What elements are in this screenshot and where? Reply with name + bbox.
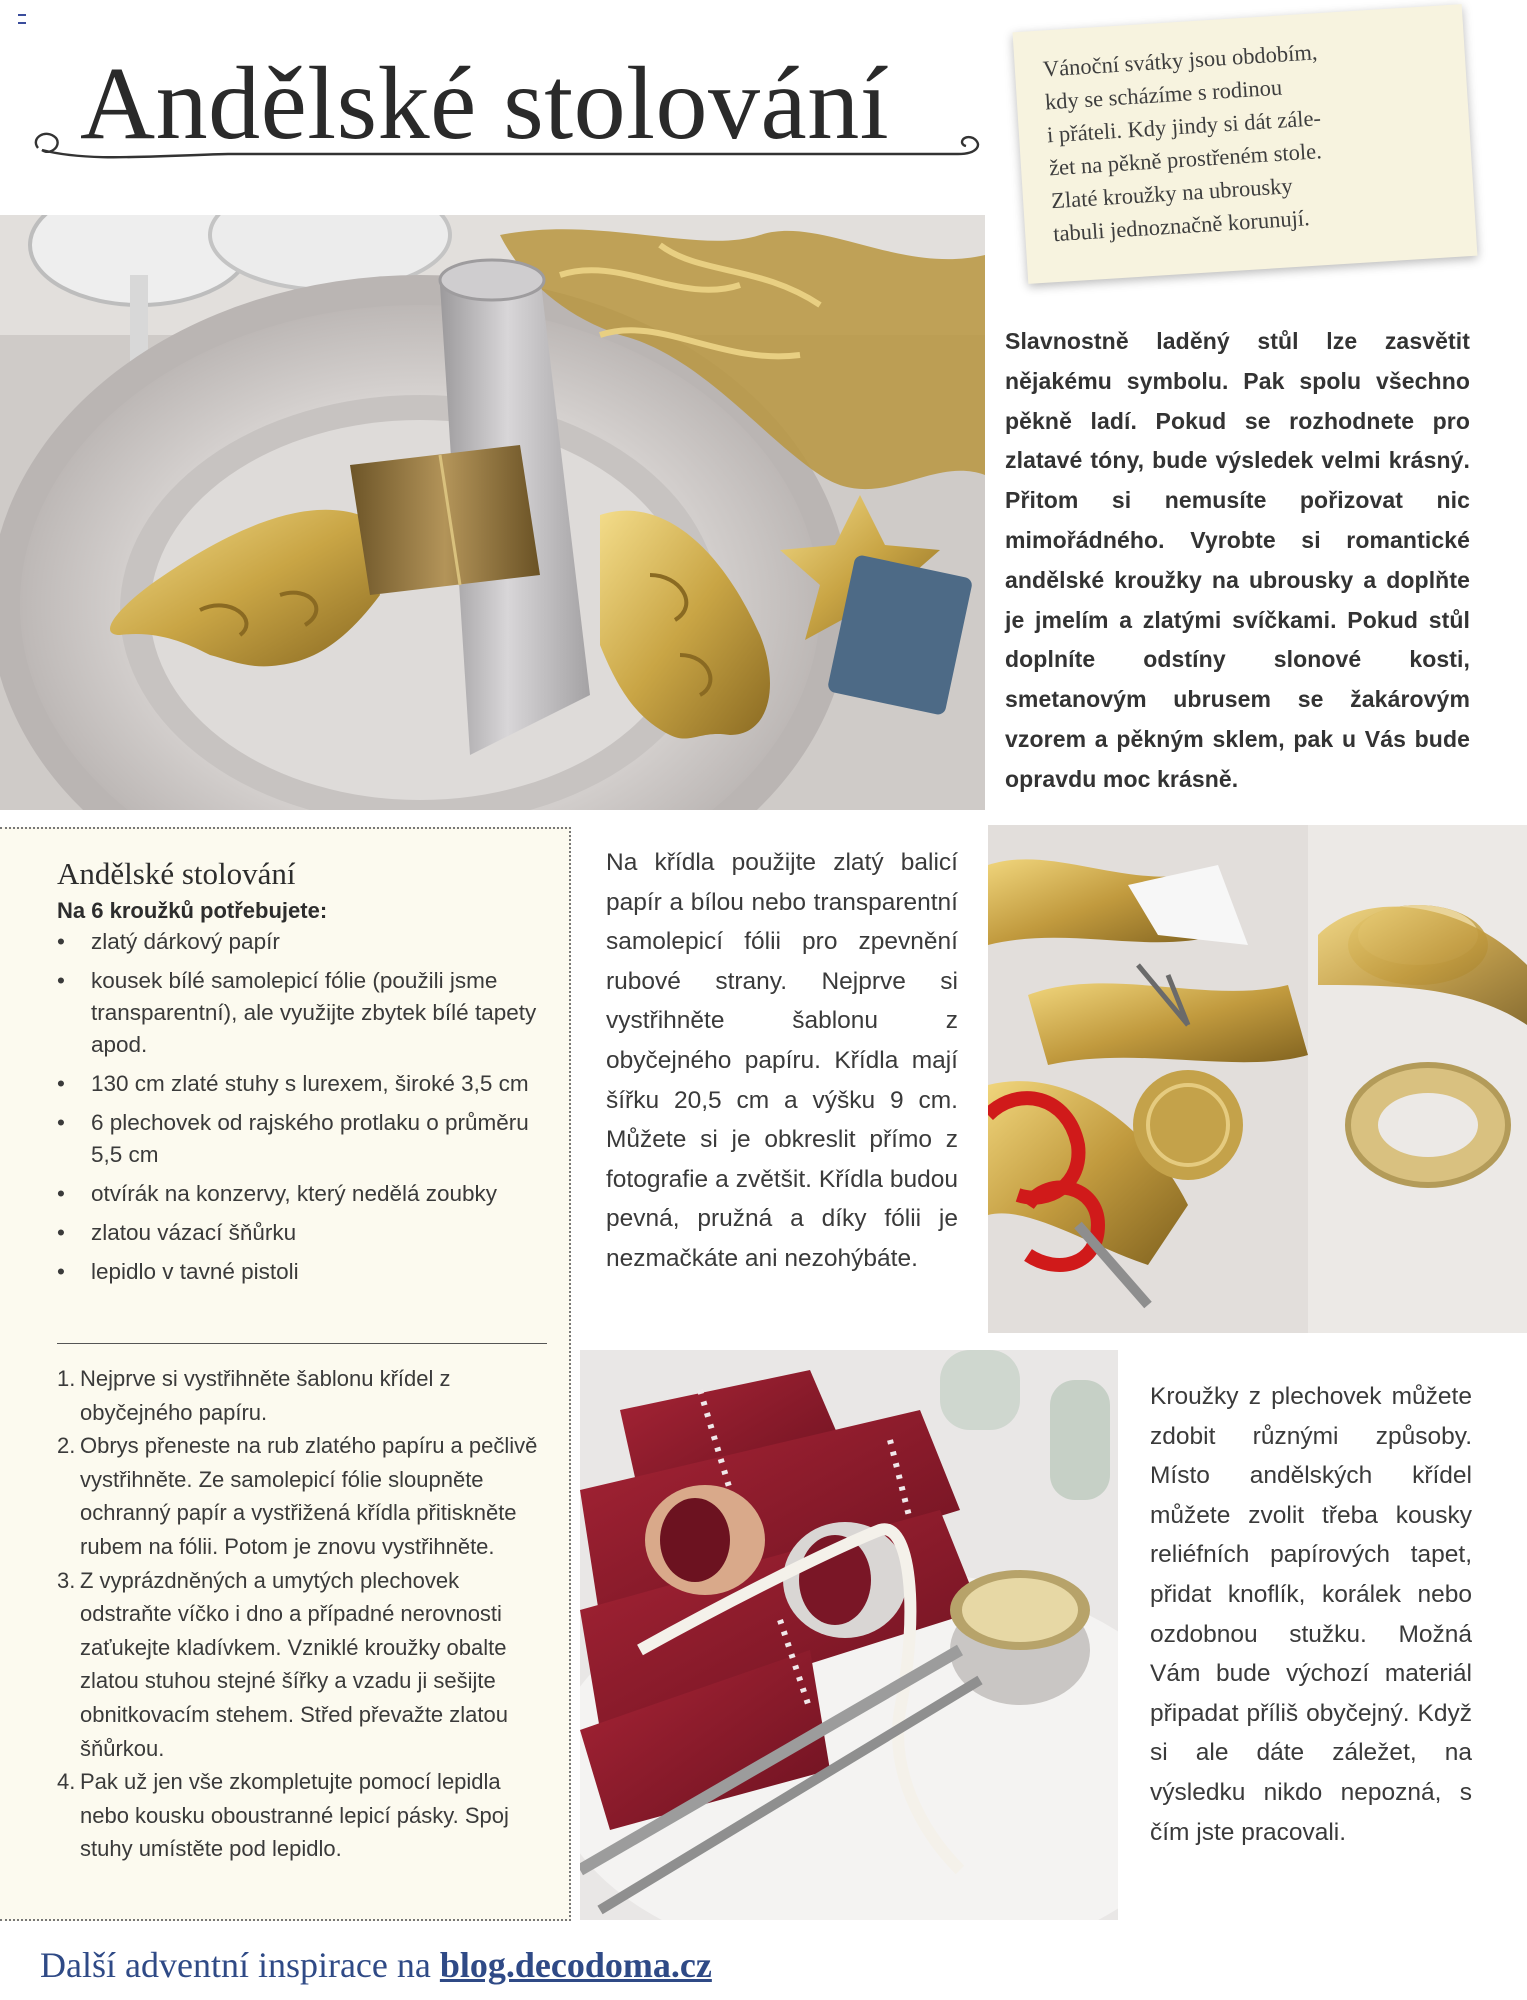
red-napkins-photo [580, 1350, 1118, 1920]
step-item [57, 1765, 553, 1866]
material-item: • lepidlo v tavné pistoli [55, 1256, 565, 1288]
step-item [57, 1564, 553, 1766]
material-item: • 6 plechovek od rajského protlaku o průměru 5,5 cm [55, 1107, 565, 1171]
steps-list [57, 1362, 553, 1866]
material-item: • zlatý dárkový papír [55, 926, 565, 958]
intro-paragraph: Slavnostně laděný stůl lze zasvětit nějakému symbolu. Pak spolu všechno pěkně ladí. Pokud se rozhodnete pro zlatavé tóny, bude výsledek velmi krásný. Přitom si nemusíte pořizovat nic mimořádného. Vyrobte si romantické andělské kroužky na ubrousky a doplňte je jmelím a zlatými svíčkami. Pokud stůl doplníte odstíny slonové kosti, smetanovým ubrusem se žakárovým vzorem a pěkným sklem, pak u Vás bude opravdu moc krásně. [1005, 328, 1470, 792]
step-number: 2. [57, 1433, 76, 1459]
note-line: kdy se scházíme s rodinou [1044, 74, 1283, 115]
footer-text: Další adventní inspirace na [40, 1945, 440, 1985]
step-number: 4. [57, 1769, 76, 1795]
box-divider [57, 1343, 547, 1344]
step-item [57, 1362, 553, 1429]
corner-mark [18, 14, 26, 24]
decorating-ideas-paragraph: Kroužky z plechovek můžete zdobit různými způsoby. Místo andělských křídel můžete zvolit třeba kousky reliéfních papírových tapet, přidat knoflík, korálek nebo ozdobnou stužku. Možná Vám bude výchozí materiál připadat příliš obyčejný. Když si ale dáte záležet, na výsledku nikdo nepozná, s čím jste pracovali. [1150, 1383, 1472, 1846]
step-number: 1. [57, 1366, 76, 1391]
blog-link[interactable]: blog.decodoma.cz [439, 1945, 712, 1985]
step-text: Pak už jen vše zkompletujte pomocí lepidla nebo kousku oboustranné lepicí pásky. Spoj stuhy umístěte pod lepidlo. [80, 1769, 509, 1862]
page-title: Andělské stolování [80, 46, 890, 161]
angel-napkin-ring-photo [0, 215, 985, 810]
note-line: žet na pěkně prostřeném stole. [1048, 138, 1323, 181]
note-line: Vánoční svátky jsou obdobím, [1042, 39, 1319, 82]
step-text: Z vyprázdněných a umytých plechovek odstraňte víčko i dno a případné nerovnosti zaťukejte kladívkem. Vzniklé kroužky obalte zlatou stuhou stejné šířky a vzadu ji sešijte obnitkovacím stehem. Střed převažte zlatou šňůrkou. [80, 1567, 508, 1761]
step-text: Nejprve si vystřihněte šablonu křídel z obyčejného papíru. [80, 1366, 451, 1425]
step-item [57, 1429, 553, 1563]
material-item: • otvírák na konzervy, který nedělá zoubky [55, 1178, 565, 1210]
materials-photo [988, 825, 1527, 1333]
material-item: • kousek bílé samolepicí fólie (použili jsme transparentní), ale využijte zbytek bílé tapety apod. [55, 965, 565, 1061]
materials-list [55, 926, 565, 1295]
sticky-note-text [1042, 27, 1454, 250]
wings-material-paragraph: Na křídla použijte zlatý balicí papír a bílou nebo transparentní samolepicí fólii pro zpevnění rubové strany. Nejprve si vystřihněte šablonu z obyčejného papíru. Křídla mají šířku 20,5 cm a výšku 9 cm. Můžete si je obkreslit přímo z fotografie a zvětšit. Křídla budou pevná, pružná a díky fólii je nezmačkáte ani nezohýbáte. [606, 849, 958, 1272]
note-line: i přáteli. Kdy jindy si dát zále- [1046, 105, 1322, 148]
material-item: • 130 cm zlaté stuhy s lurexem, široké 3,5 cm [55, 1068, 565, 1100]
intro-sticky-note [1013, 4, 1478, 284]
material-item: • zlatou vázací šňůrku [55, 1217, 565, 1249]
instructions-title: Andělské stolování [57, 856, 296, 891]
note-line: Zlaté kroužky na ubrousky [1050, 173, 1294, 214]
step-number: 3. [57, 1567, 76, 1593]
title-swash-ornament [28, 126, 988, 176]
footer-promo [40, 1944, 712, 1986]
step-text: Obrys přeneste na rub zlatého papíru a pečlivě vystřihněte. Ze samolepicí fólie sloupněte ochranný papír a vystřižená křídla přitiskněte rubem na fólii. Potom je znovu vystřihněte. [80, 1433, 538, 1559]
note-line: tabuli jednoznačně korunují. [1052, 205, 1311, 247]
materials-heading: Na 6 kroužků potřebujete: [57, 898, 328, 923]
